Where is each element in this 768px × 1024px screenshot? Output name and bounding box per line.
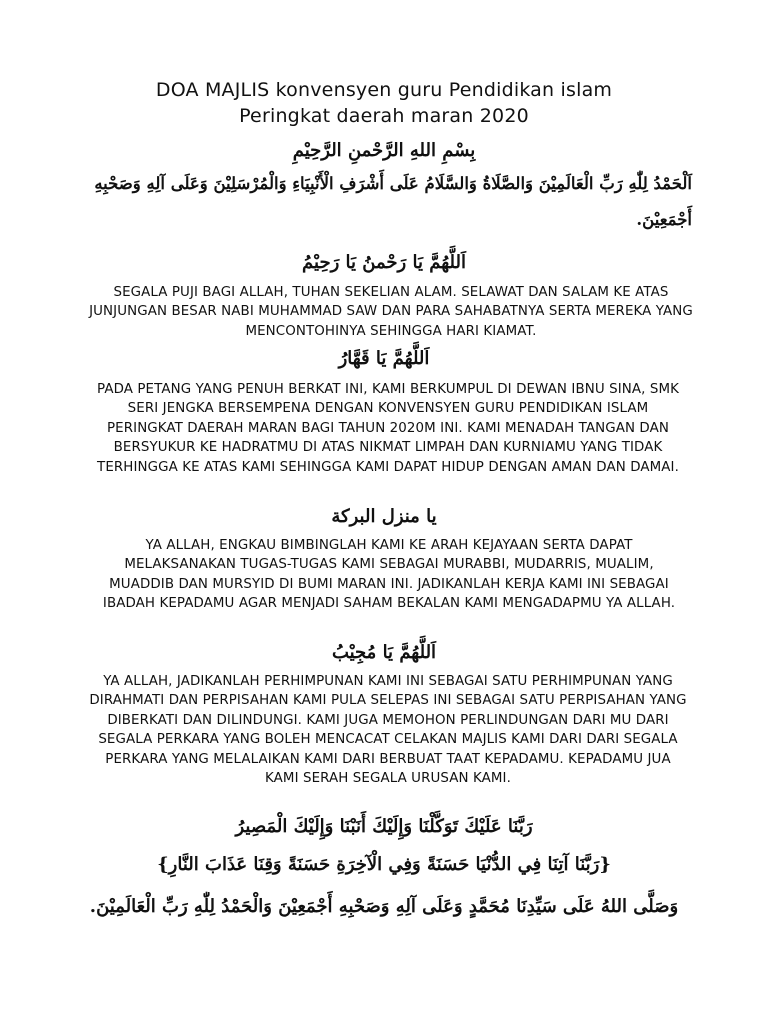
document-title-line-2: Peringkat daerah maran 2020 <box>239 105 529 127</box>
heading-ya-mujib: اَللَّهُمَّ يَا مُجِيْبُ <box>331 642 437 663</box>
closing-dua-rabbana-tawakkalna: رَبَّنَا عَلَيْكَ تَوَكَّلْنَا وَإِلَيْكَ أَنَبْنَا وَإِلَيْكَ الْمَصِيرُ <box>235 816 533 837</box>
heading-ya-qahhar: اَللَّهُمَّ يَا قَهَّارُ <box>338 348 430 369</box>
basmalah: بِسْمِ اللهِ الرَّحْمنِ الرَّحِيْمِ <box>292 140 476 161</box>
document-title-line-1: DOA MAJLIS konvensyen guru Pendidikan islam <box>155 79 613 101</box>
paragraph-4: YA ALLAH, JADIKANLAH PERHIMPUNAN KAMI INI SEBAGAI SATU PERHIMPUNAN YANG DIRAHMATI DAN PERPISAHAN KAMI PULA SELEPAS INI SEBAGAI SATU PERPISAHAN YANG DIBERKATI DAN DILINDUNGI. KAMI JUGA MEMOHON PERLINDUNGAN DARI MU DARI SEGALA PERKARA YANG BOLEH MENCACAT CELAKAN MAJLIS KAMI DARI DARI SEGALA PERKARA YANG MELALAIKAN KAMI DARI BERBUAT TAAT KEPADAMU. KEPADAMU JUA KAMI SERAH SEGALA URUSAN KAMI. <box>89 674 687 787</box>
closing-salawat: وَصَلَّى اللهُ عَلَى سَيِّدِنَا مُحَمَّدٍ وَعَلَى آلِهِ وَصَحْبِهِ أَجْمَعِيْنَ وَالْحَمْدُ لِلّٰهِ رَبِّ الْعَالَمِيْنَ. <box>89 896 679 917</box>
heading-ya-munzil-al-barakah: يا منزل البركة <box>331 506 437 527</box>
opening-praise-arabic: اَلْحَمْدُ لِلّٰهِ رَبِّ الْعَالَمِيْنَ وَالصَّلَاةُ وَالسَّلَامُ عَلَى أَشْرَفِ الْأَنْبِيَاءِ وَالْمُرْسَلِيْنَ وَعَلَى آلِهِ وَصَحْبِهِ أَجْمَعِيْنَ. <box>94 174 692 229</box>
paragraph-1-text: SEGALA PUJI BAGI ALLAH, TUHAN SEKELIAN ALAM. SELAWAT DAN SALAM KE ATAS JUNJUNGAN BESAR NABI MUHAMMAD SAW DAN PARA SAHABATNYA SERTA MEREKA YANG MENCONTOHINYA SEHINGGA HARI KIAMAT. <box>89 285 693 339</box>
heading-ya-rahman: اَللَّهُمَّ يَا رَحْمنُ يَا رَحِيْمُ <box>302 252 466 273</box>
paragraph-3: YA ALLAH, ENGKAU BIMBINGLAH KAMI KE ARAH KEJAYAAN SERTA DAPAT MELAKSANAKAN TUGAS-TUGAS KAMI SEBAGAI MURABBI, MUDARRIS, MUALIM, MUADDIB DAN MURSYID DI BUMI MARAN INI. JADIKANLAH KERJA KAMI INI SEBAGAI IBADAH KEPADAMU AGAR MENJADI SAHAM BEKALAN KAMI MENGADAPMU YA ALLAH. <box>102 538 676 612</box>
paragraph-2: PADA PETANG YANG PENUH BERKAT INI, KAMI BERKUMPUL DI DEWAN IBNU SINA, SMK SERI JENGKA BERSEMPENA DENGAN KONVENSYEN GURU PENDIDIKAN ISLAM PERINGKAT DAERAH MARAN BAGI TAHUN 2020M INI. KAMI MENADAH TANGAN DAN BERSYUKUR KE HADRATMU DI ATAS NIKMAT LIMPAH DAN KURNIAMU YANG TIDAK TERHINGGA KE ATAS KAMI SEHINGGA KAMI DAPAT HIDUP DENGAN AMAN DAN DAMAI. <box>97 382 679 475</box>
paragraph-1 <box>88 283 694 341</box>
closing-dua-rabbana-atina: {رَبَّنَا آتِنَا فِي الدُّنْيَا حَسَنَةً وَفِي الْآخِرَةِ حَسَنَةً وَقِنَا عَذَابَ النَّارِ} <box>157 854 611 875</box>
